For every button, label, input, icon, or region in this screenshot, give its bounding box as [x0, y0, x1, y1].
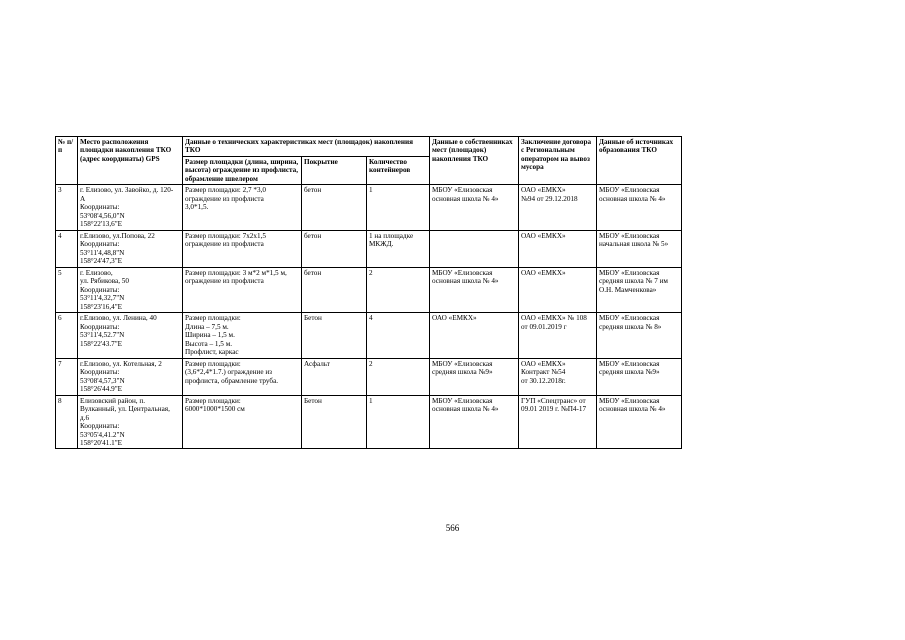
header-contract: Заключение договора с Региональным оператором на вывоз мусора	[519, 137, 597, 185]
cell-count: 1	[367, 185, 430, 230]
cell-surface: Бетон	[302, 395, 367, 449]
cell-count: 1 на площадке МКЖД.	[367, 230, 430, 267]
cell-surface: бетон	[302, 185, 367, 230]
header-owners: Данные о собственниках мест (площадок) накопления ТКО	[430, 137, 519, 185]
cell-num: 7	[56, 358, 78, 395]
table-row	[56, 358, 682, 395]
cell-surface: Асфальт	[302, 358, 367, 395]
cell-location: Елизовский район, п. Вулканный, ул. Центральная, д.6 Координаты: 53°05'4,41.2"N 158°20'41.1"E	[78, 395, 183, 449]
cell-owner: МБОУ «Елизовская основная школа № 4»	[430, 395, 519, 449]
cell-owner: ОАО «ЕМКХ»	[430, 313, 519, 358]
cell-count: 2	[367, 358, 430, 395]
cell-contract: ОАО «ЕМКХ»	[519, 267, 597, 312]
header-num: № п/п	[56, 137, 78, 185]
table-row	[56, 313, 682, 358]
cell-owner: МБОУ «Елизовская основная школа № 4»	[430, 185, 519, 230]
cell-location: г.Елизово, ул. Котельная, 2 Координаты: 53°08'4,57,3"N 158°26'44.9"E	[78, 358, 183, 395]
cell-contract: ОАО «ЕМКХ»	[519, 230, 597, 267]
cell-surface: Бетон	[302, 313, 367, 358]
cell-owner: МБОУ «Елизовская основная школа № 4»	[430, 267, 519, 312]
cell-contract: ОАО «ЕМКХ» №94 от 29.12.2018	[519, 185, 597, 230]
cell-source: МБОУ «Елизовская основная школа № 4»	[597, 395, 682, 449]
page-number: 566	[445, 523, 460, 533]
table-header	[56, 137, 682, 185]
cell-location: г. Елизово, ул. Рябикова, 50 Координаты: 53°11'4,32,7"N 158°23'16,4"E	[78, 267, 183, 312]
cell-source: МБОУ «Елизовская основная школа № 4»	[597, 185, 682, 230]
cell-owner	[430, 230, 519, 267]
cell-size: Размер площадки: 6000*1000*1500 см	[183, 395, 302, 449]
table-body	[56, 185, 682, 449]
cell-source: МБОУ «Елизовская средняя школа № 7 им О.Н. Мамченкова»	[597, 267, 682, 312]
cell-owner: МБОУ «Елизовская средняя школа №9»	[430, 358, 519, 395]
cell-num: 5	[56, 267, 78, 312]
cell-num: 6	[56, 313, 78, 358]
cell-count: 4	[367, 313, 430, 358]
cell-size: Размер площадки: Длина – 7,5 м. Ширина – 1,5 м. Высота – 1,5 м. Профлист, каркас	[183, 313, 302, 358]
table-row	[56, 185, 682, 230]
cell-source: МБОУ «Елизовская средняя школа № 8»	[597, 313, 682, 358]
table-row	[56, 267, 682, 312]
cell-count: 1	[367, 395, 430, 449]
cell-num: 8	[56, 395, 78, 449]
cell-size: Размер площадки: (3,6*2,4*1.7.) ограждение из профлиста, обрамление труба.	[183, 358, 302, 395]
table-row	[56, 395, 682, 449]
cell-location: г. Елизово, ул. Завойко, д. 120- А Координаты: 53°08'4,56,0"N 158°22'13,6"E	[78, 185, 183, 230]
cell-num: 3	[56, 185, 78, 230]
cell-contract: ГУП «Спецтранс» от 09.01 2019 г. №П4-17	[519, 395, 597, 449]
cell-size: Размер площадки: 7х2х1,5 ограждение из профлиста	[183, 230, 302, 267]
cell-location: г.Елизово, ул. Ленина, 40 Координаты: 53°11'4,52.7"N 158°22'43.7"E	[78, 313, 183, 358]
cell-surface: бетон	[302, 267, 367, 312]
cell-location: г.Елизово, ул.Попова, 22 Координаты: 53°11'4,48,8"N 158°24'47,3"E	[78, 230, 183, 267]
header-tech-surface: Покрытие	[302, 156, 367, 184]
cell-num: 4	[56, 230, 78, 267]
header-tech-count: Количество контейнеров	[367, 156, 430, 184]
header-tech-size: Размер площадки (длина, ширина, высота) ограждение из профлиста, обрамление швелером	[183, 156, 302, 184]
cell-source: МБОУ «Елизовская средняя школа №9»	[597, 358, 682, 395]
cell-contract: ОАО «ЕМКХ» № 108 от 09.01.2019 г	[519, 313, 597, 358]
tko-registry-table	[55, 136, 682, 449]
header-tech: Данные о технических характеристиках мест (площадок) накопления ТКО	[183, 137, 430, 157]
cell-size: Размер площадки: 3 м*2 м*1,5 м, ограждение из профлиста	[183, 267, 302, 312]
cell-source: МБОУ «Елизовская начальная школа № 5»	[597, 230, 682, 267]
header-location: Место расположения площадки накопления ТКО (адрес координаты) GPS	[78, 137, 183, 185]
cell-contract: ОАО «ЕМКХ» Контракт №54 от 30.12.2018г.	[519, 358, 597, 395]
cell-surface: бетон	[302, 230, 367, 267]
header-sources: Данные об источниках образования ТКО	[597, 137, 682, 185]
table-row	[56, 230, 682, 267]
cell-count: 2	[367, 267, 430, 312]
cell-size: Размер площадки: 2,7 *3,0 ограждение из профлиста 3,0*1,5.	[183, 185, 302, 230]
